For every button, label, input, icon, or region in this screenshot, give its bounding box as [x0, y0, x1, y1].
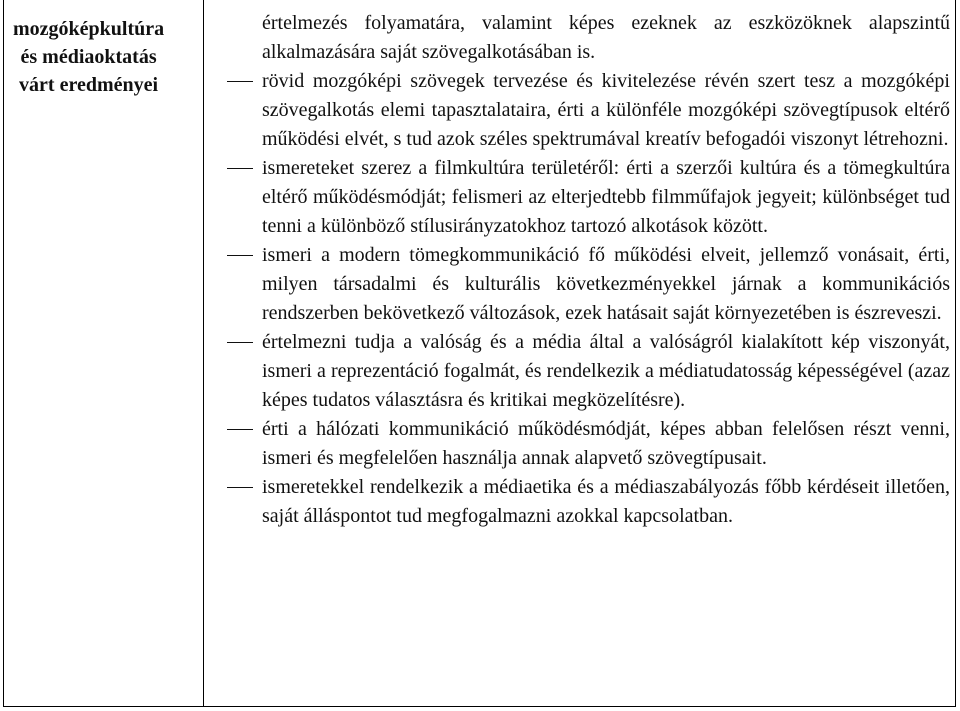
list-item: [217, 473, 950, 531]
dash-bullet-icon: [227, 255, 253, 256]
dash-bullet-icon: [227, 487, 253, 488]
table-right-column: [204, 0, 955, 706]
list-item-text: rövid mozgóképi szövegek tervezése és kivitelezése révén szert tesz a mozgóképi szövegalkotás elemi tapasztalataira, érti a különféle mozgóképi szövegtípusok eltérő működési elvét, s tud azok széles spektrumával kreatív befogadói viszonyt létrehozni.: [262, 70, 950, 150]
list-item-text: értelmezni tudja a valóság és a média által a valóságról kialakított kép viszonyát, ismeri a reprezentáció fogalmát, és rendelkezik a médiatudatosság képességével (azaz képes tudatos választásra és kritikai megközelítésre).: [262, 331, 950, 411]
outcomes-text: [217, 9, 950, 531]
list-item: [217, 154, 950, 241]
heading-line-1: mozgóképkultúra: [13, 18, 165, 40]
list-item-text: ismereteket szerez a filmkultúra területéről: érti a szerzői kultúra és a tömegkultúra eltérő működésmódját; felismeri az elterjedtebb filmműfajok jegyeit; különbséget tud tenni a különböző stílusirányzatokhoz tartozó alkotások között.: [262, 157, 950, 237]
list-item: [217, 415, 950, 473]
section-heading: [13, 15, 164, 99]
dash-bullet-icon: [227, 168, 253, 169]
dash-bullet-icon: [227, 81, 253, 82]
list-item: [217, 67, 950, 154]
list-item: [217, 241, 950, 328]
intro-continuation: értelmezés folyamatára, valamint képes ezeknek az eszközöknek alapszintű alkalmazására saját szövegalkotásában is.: [262, 12, 950, 63]
dash-bullet-icon: [227, 342, 253, 343]
content-table: [3, 0, 956, 707]
heading-line-3: várt eredményei: [19, 74, 159, 96]
heading-line-2: és médiaoktatás: [20, 46, 157, 68]
dash-bullet-icon: [227, 429, 253, 430]
table-left-column: [4, 0, 204, 706]
list-item-text: érti a hálózati kommunikáció működésmódját, képes abban felelősen részt venni, ismeri és megfelelően használja annak alapvető szövegtípusait.: [262, 418, 950, 469]
list-item-text: ismeri a modern tömegkommunikáció fő működési elveit, jellemző vonásait, érti, milyen társadalmi és kulturális következményekkel járnak a kommunikációs rendszerben bekövetkező változások, ezek hatásait saját környezetében is észreveszi.: [262, 244, 950, 324]
outcomes-list: [217, 67, 950, 531]
list-item-text: ismeretekkel rendelkezik a médiaetika és a médiaszabályozás főbb kérdéseit illetően, saját álláspontot tud megfogalmazni azokkal kapcsolatban.: [262, 476, 950, 527]
list-item: [217, 328, 950, 415]
